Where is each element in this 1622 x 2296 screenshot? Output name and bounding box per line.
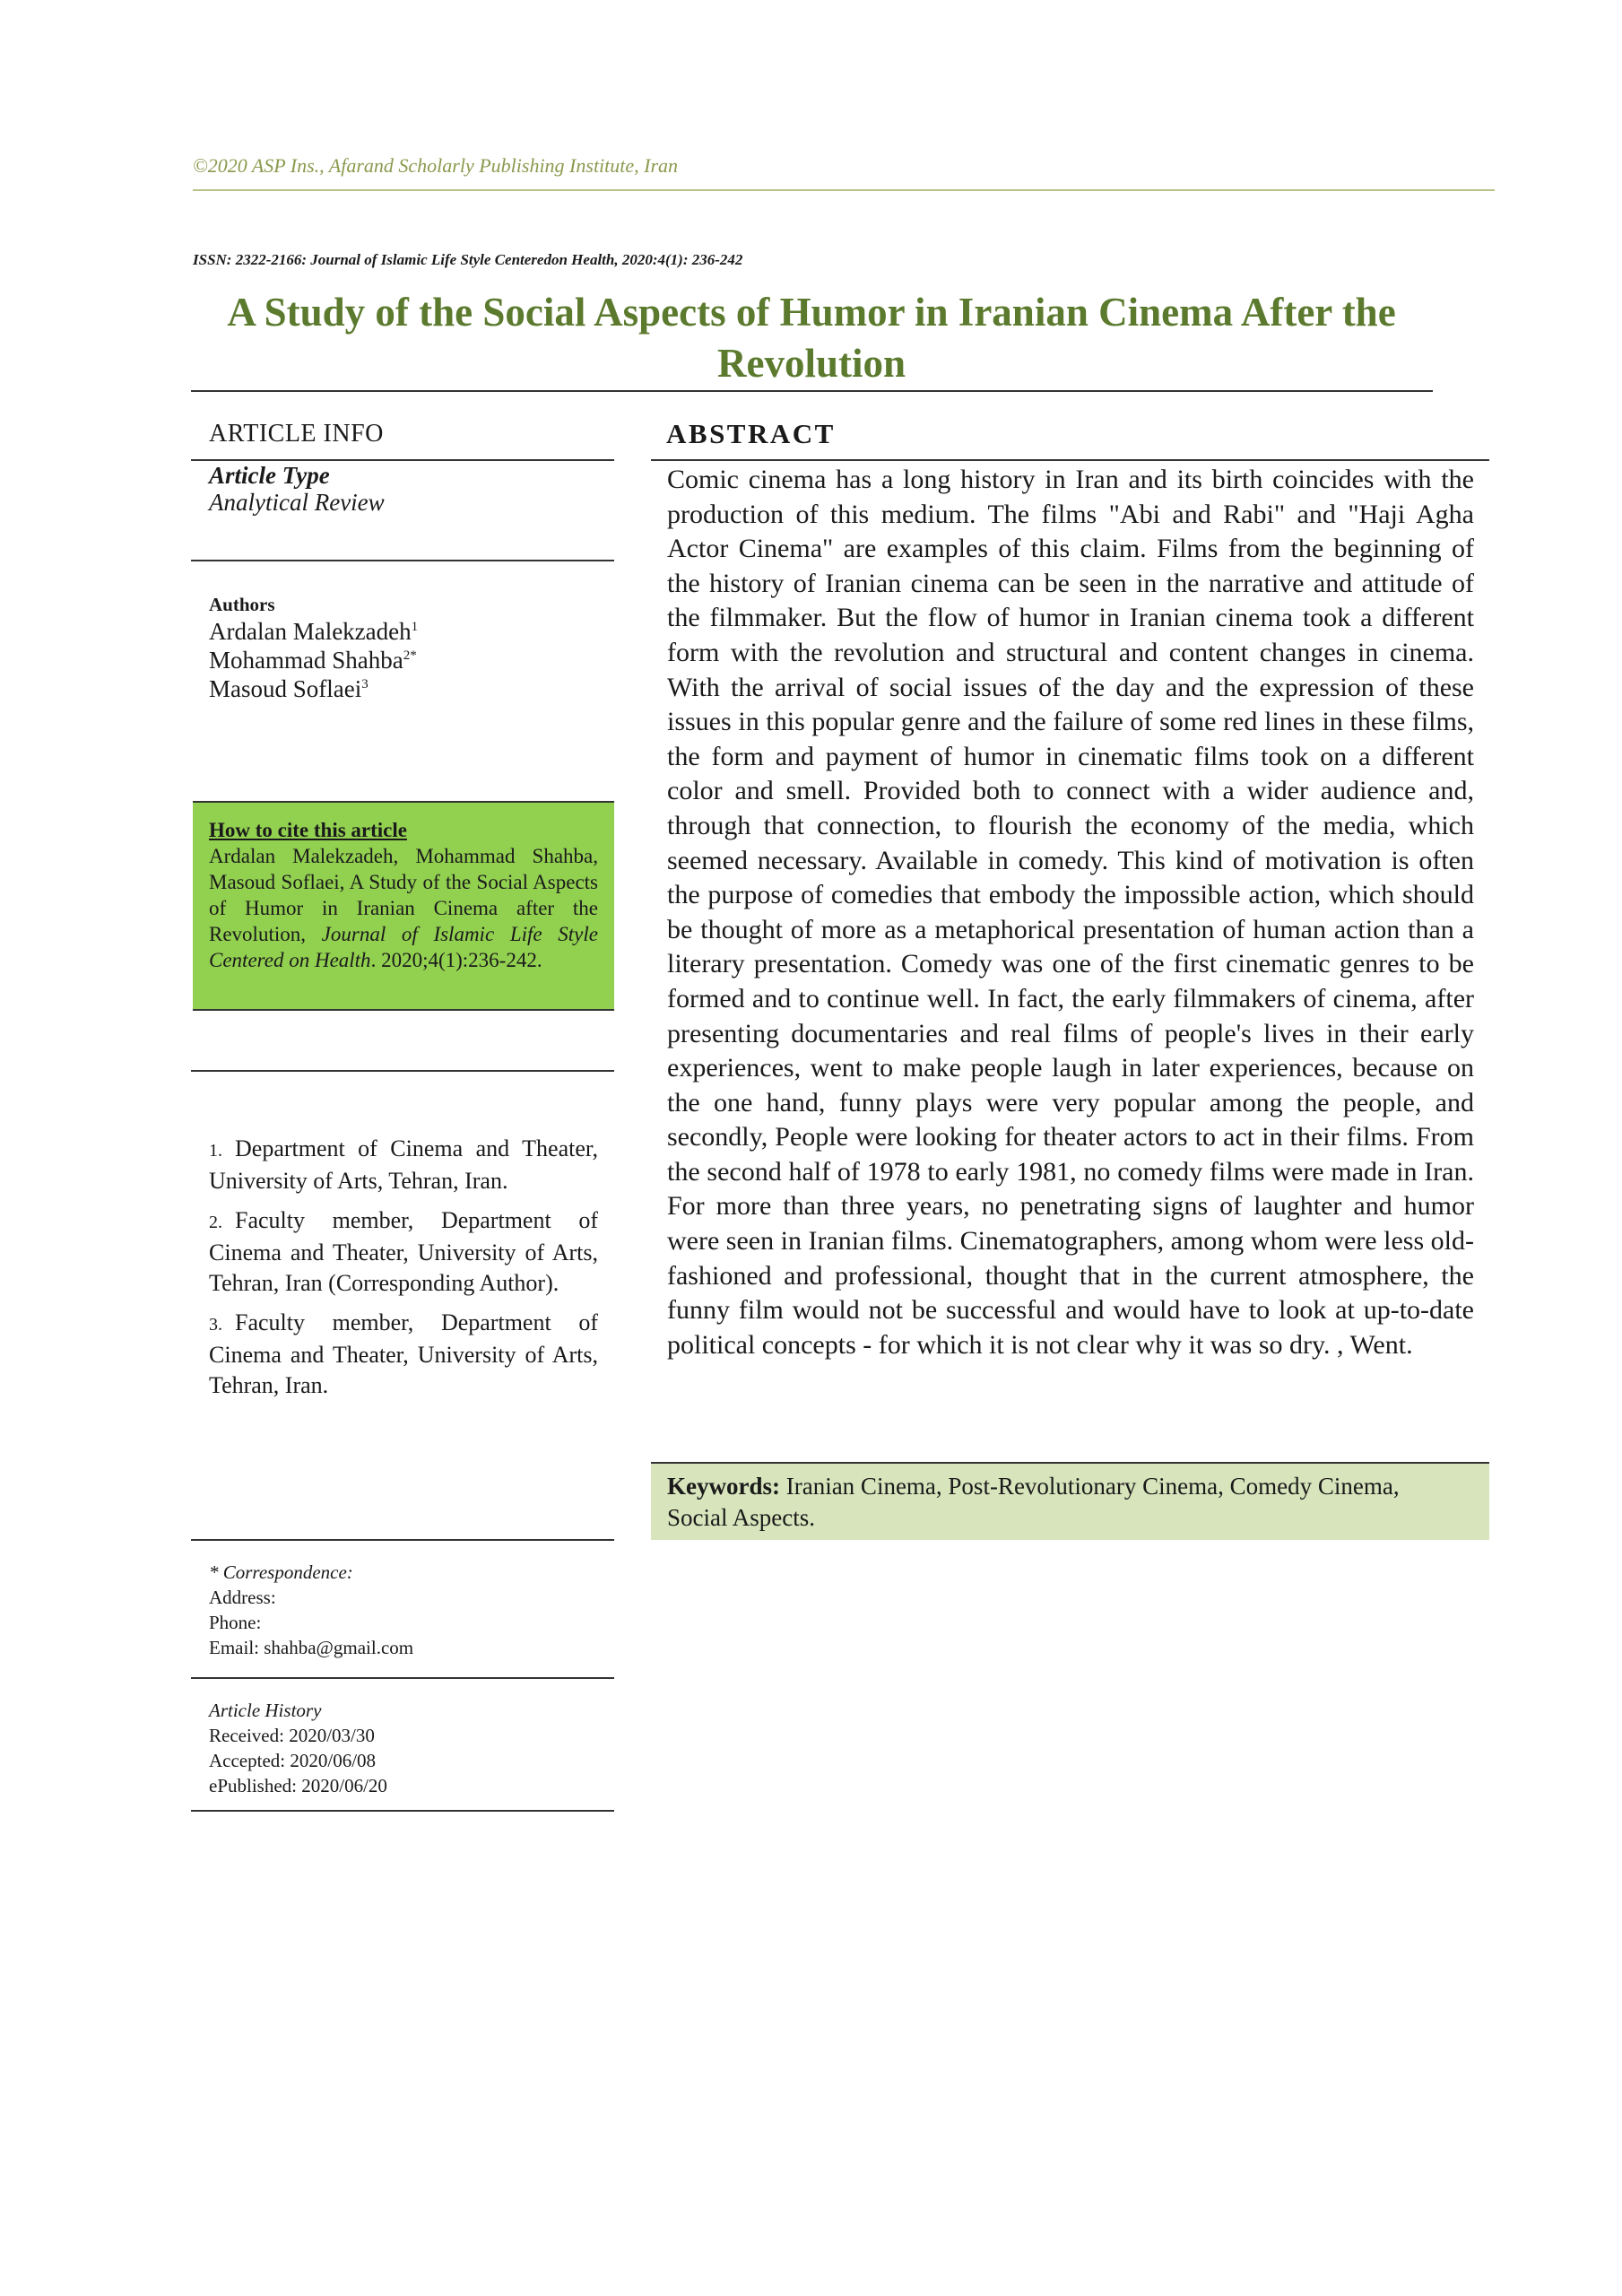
keywords-label: Keywords: [667,1473,780,1500]
issn-line: ISSN: 2322-2166: Journal of Islamic Life Style Centeredon Health, 2020:4(1): 236-242 [193,251,743,268]
article-info-heading: ARTICLE INFO [209,420,384,448]
author-item: Ardalan Malekzadeh$^1$ [209,618,419,645]
affiliations [209,1134,598,1410]
phone: Phone: [209,1612,262,1633]
cite-text-end: . 2020;4(1):236-242. [370,949,542,971]
article-type-value: Analytical Review [209,489,385,516]
article-title: A Study of the Social Aspects of Humor in Iranian Cinema After the Revolution [227,290,1396,386]
correspondence-label: * Correspondence: [209,1561,353,1583]
divider [191,1070,614,1072]
affiliation-item: 3. Faculty member, Department of Cinema and Theater, University of Arts, Tehran, Iran. [209,1309,598,1398]
authors-list [209,617,418,703]
divider [191,1810,614,1812]
affiliation-item: 1. Department of Cinema and Theater, University of Arts, Tehran, Iran. [209,1135,598,1194]
accepted-date: Accepted: 2020/06/08 [209,1750,377,1771]
correspondence [209,1560,413,1660]
title-divider [191,390,1433,392]
abstract-divider [651,459,1489,461]
abstract-text: Comic cinema has a long history in Iran and its birth coincides with the production of this medium. The films "Abi and Rabi" and "Haji Agha Actor Cinema" are examples of this claim. Films from the beginning of the history of Iranian cinema can be seen in the narrative and attitude of the filmmaker. But the flow of humor in Iranian cinema took a different form with the revolution and structural and content changes in cinema. With the arrival of social issues of the day and the expression of these issues in this popular genre and the failure of some red lines in these films, the form and payment of humor in cinematic films took on a different color and smell. Provided both to connect with a wider audience and, through that connection, to flourish the economy of the media, which seemed necessary. Available in comedy. This kind of motivation is often the purpose of comedies that embody the impossible action, which should be thought of more as a metaphorical presentation of human action than a literary presentation. Comedy was one of the first cinematic genres to be formed and to continue well. In fact, the early filmmakers of cinema, after presenting documentaries and real films of people's lives in their early experiences, went to make people laugh in later experiences, because on the one hand, funny plays were very popular among the people, and secondly, People were looking for theater actors to act in their films. From the second half of 1978 to early 1981, no comedy films were made in Iran. For more than three years, no penetrating signs of laughter and humor were seen in Iranian films. Cinematographers, among whom were less old-fashioned and professional, thought that in the current atmosphere, the funny film would not be successful and would have to look at up-to-date political concepts - for which it is not clear why it was so dry. , Went. [667,465,1474,1360]
cite-heading: How to cite this article [209,819,407,841]
abstract-heading: ABSTRACT [666,418,836,449]
cite-box [193,801,614,1011]
header-copyright: ©2020 ASP Ins., Afarand Scholarly Publishing Institute, Iran [193,154,679,177]
keywords-text: Iranian Cinema, Post-Revolutionary Cinema, Comedy Cinema, Social Aspects. [667,1473,1400,1531]
article-type-label: Article Type [209,462,330,489]
authors-label: Authors [209,594,275,615]
affiliation-item: 2. Faculty member, Department of Cinema and Theater, University of Arts, Tehran, Iran (Corresponding Author). [209,1207,598,1296]
cite-journal: Journal of Islamic Life Style Centered on Health [209,923,598,971]
divider [191,1539,614,1541]
history-label: Article History [209,1700,322,1721]
article-history [209,1698,387,1798]
divider [191,1677,614,1679]
divider [191,560,614,561]
address: Address: [209,1587,276,1608]
received-date: Received: 2020/03/30 [209,1725,375,1746]
author-item: Masoud Soflaei$^3$ [209,675,369,702]
email: Email: shahba@gmail.com [209,1637,414,1658]
epublished-date: ePublished: 2020/06/20 [209,1775,387,1796]
divider [191,459,614,461]
keywords-box [651,1464,1489,1540]
cite-text: Ardalan Malekzadeh, Mohammad Shahba, Masoud Soflaei, A Study of the Social Aspects of Humor in Iranian Cinema after the Revolution, [209,845,598,945]
header-divider [193,189,1495,191]
author-item: Mohammad Shahba$^{2*}$ [209,647,417,674]
